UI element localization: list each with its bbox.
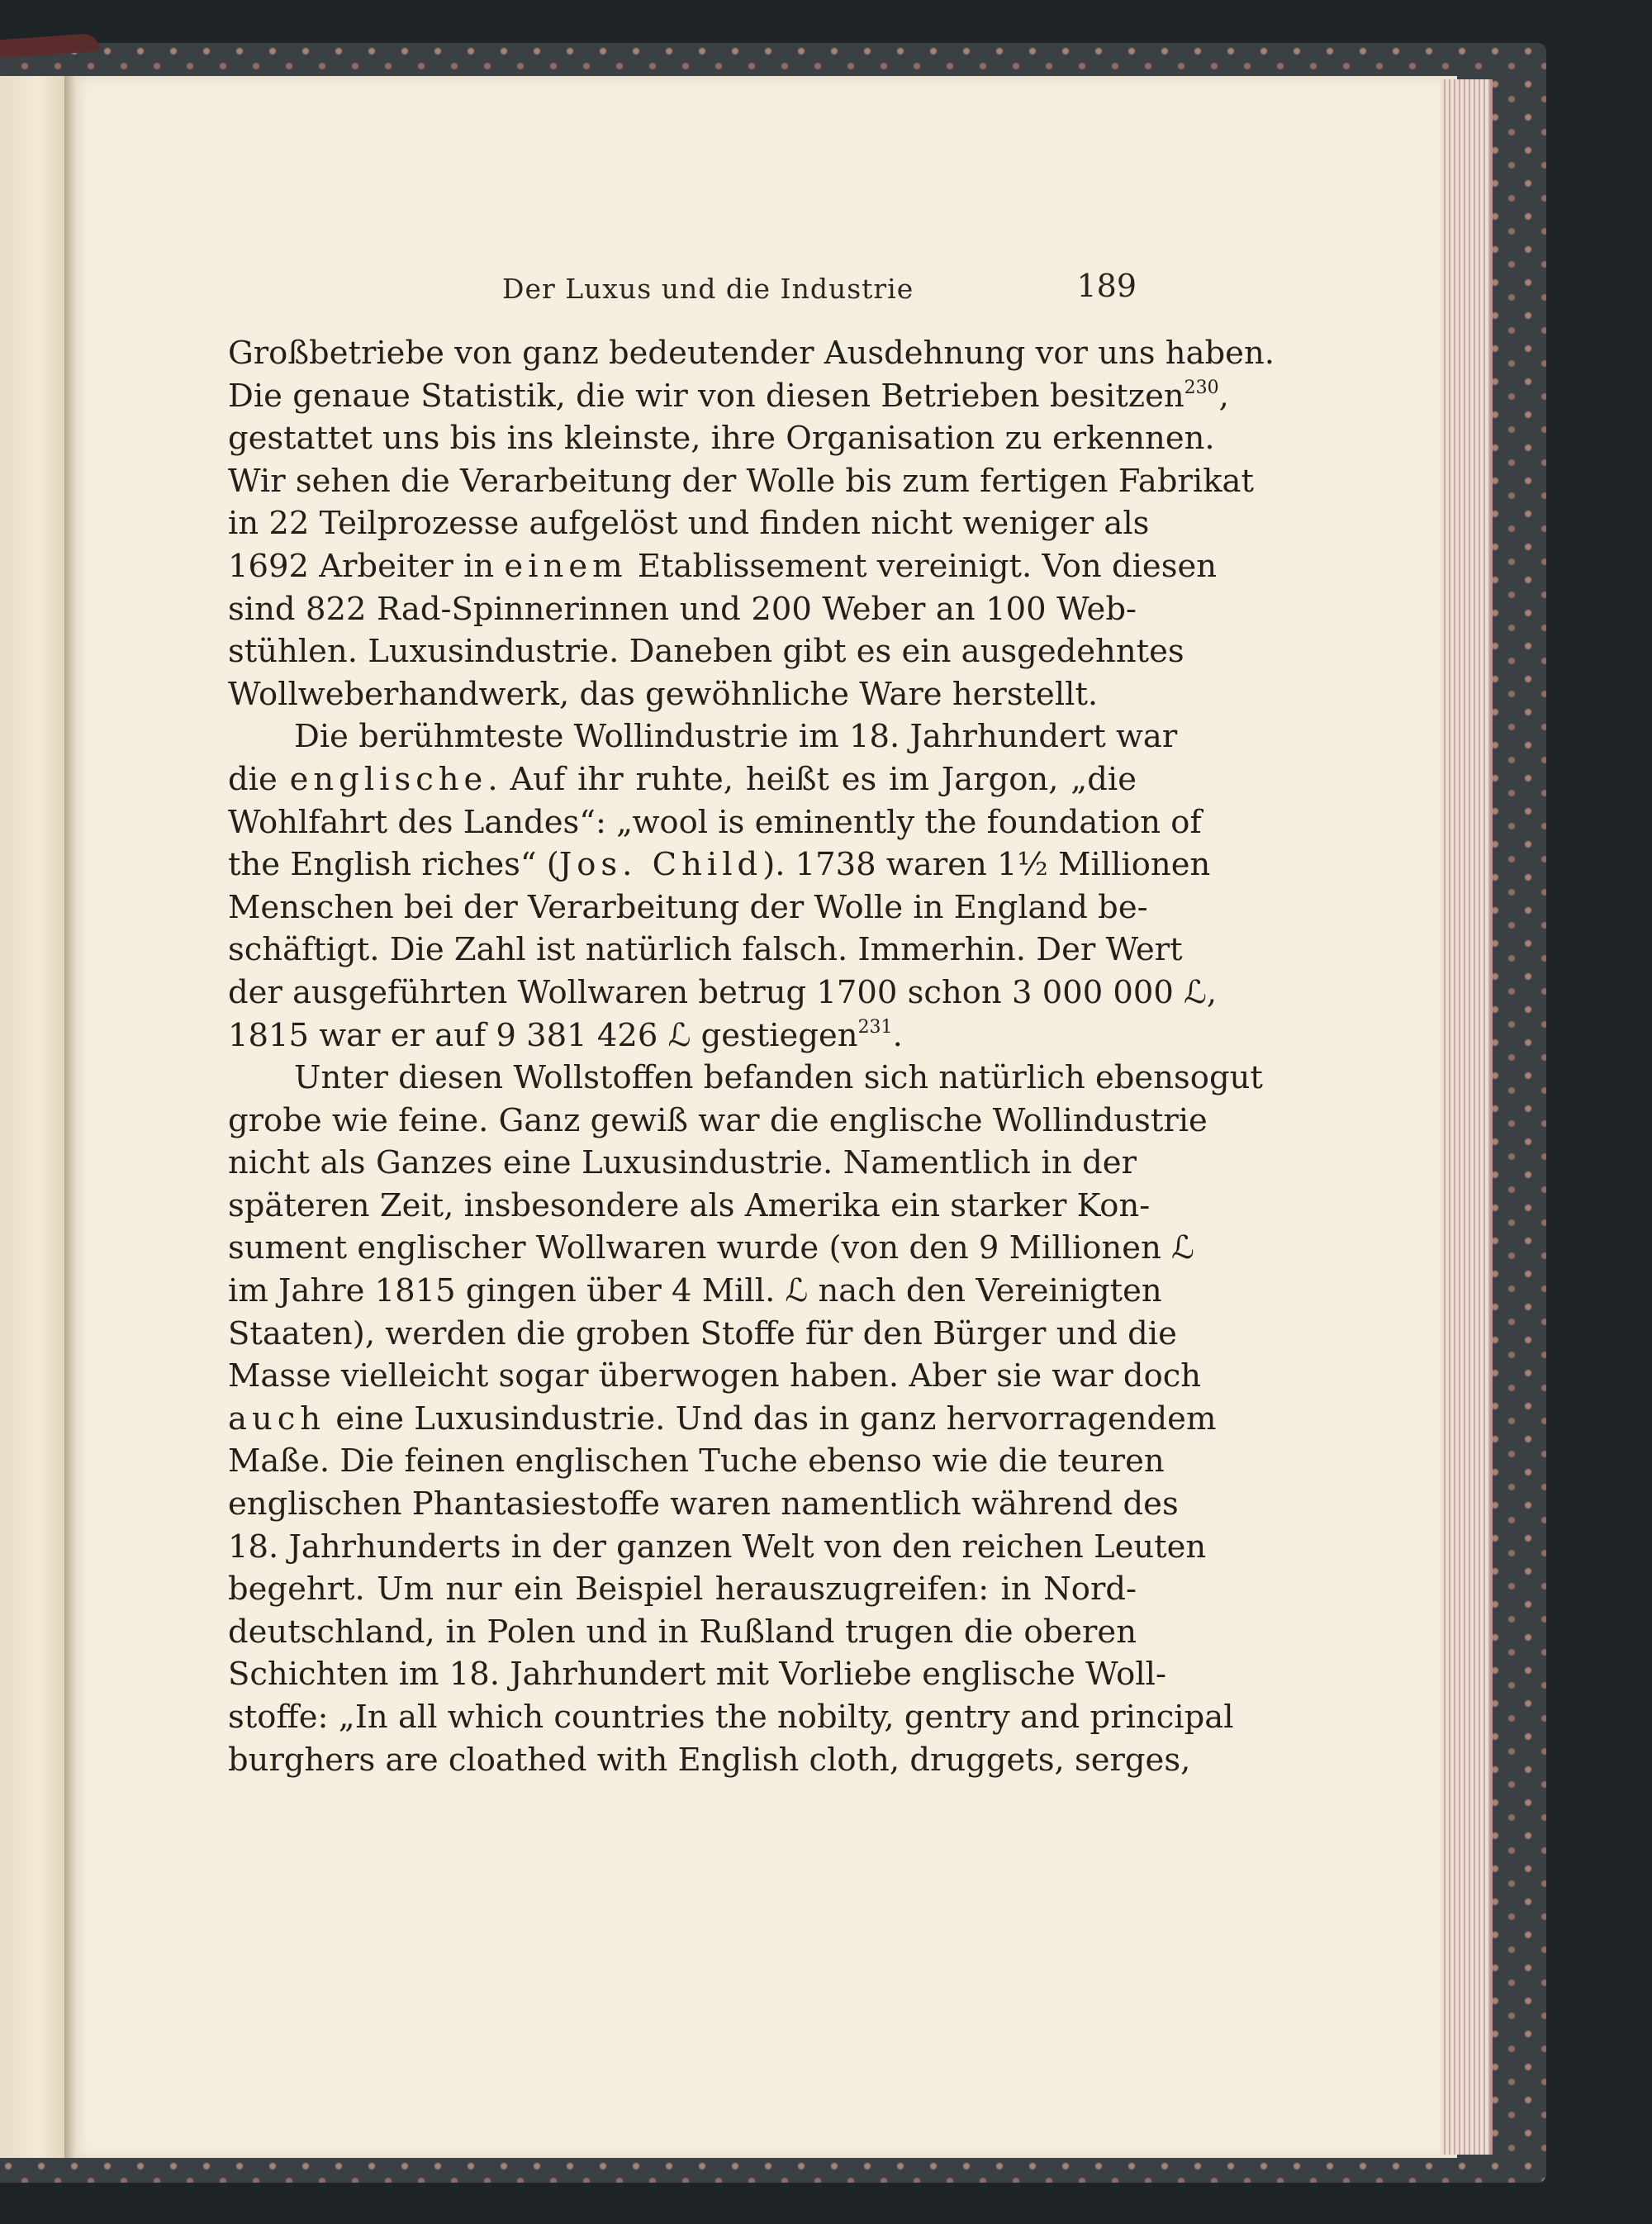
footnote-marker[interactable]: 231	[857, 1016, 893, 1038]
line-text: die	[228, 760, 290, 798]
text-line	[228, 1398, 1217, 1441]
text-line	[228, 588, 1137, 631]
text-line	[228, 1653, 1166, 1696]
body-text	[228, 332, 1275, 1781]
line-text: Staaten), werden die groben Stoffe für den Bürger und die	[228, 1314, 1177, 1352]
text-line	[228, 1739, 1191, 1782]
text-line	[228, 1483, 1179, 1526]
text-line	[228, 375, 1229, 418]
line-text: grobe wie feine. Ganz gewiß war die englische Wollindustrie	[228, 1101, 1208, 1139]
text-line	[228, 417, 1215, 460]
line-text: Schichten im 18. Jahrhundert mit Vorliebe englische Woll-	[228, 1656, 1166, 1694]
line-text: stühlen. Luxusindustrie. Daneben gibt es ein ausgedehntes	[228, 633, 1184, 671]
line-text: Menschen bei der Verarbeitung der Wolle in England be-	[228, 888, 1148, 926]
text-line	[228, 545, 1218, 588]
line-text-tail: . Auf ihr ruhte, heißt es im Jargon, „die	[487, 760, 1137, 798]
page-edges	[1441, 79, 1493, 2155]
text-line	[228, 1355, 1202, 1398]
line-text: englischen Phantasiestoffe waren namentlich während des	[228, 1485, 1179, 1523]
line-text-tail: ). 1738 waren 1½ Millionen	[762, 846, 1211, 884]
line-text: sument englischer Wollwaren wurde (von den 9 Millionen ℒ	[228, 1229, 1194, 1267]
text-line	[228, 1440, 1165, 1483]
line-text: Unter diesen Wollstoffen befanden sich natürlich ebensogut	[294, 1059, 1263, 1097]
text-line	[228, 844, 1211, 886]
line-text: Die berühmteste Wollindustrie im 18. Jahrhundert war	[294, 718, 1178, 756]
text-line	[228, 1100, 1208, 1143]
line-text: 1815 war er auf 9 381 426 ℒ gestiegen	[228, 1016, 858, 1054]
line-text: 1692 Arbeiter in	[228, 547, 505, 585]
text-line	[228, 1227, 1194, 1270]
text-line	[228, 972, 1218, 1015]
text-line	[228, 332, 1275, 375]
text-line	[228, 673, 1137, 716]
text-line	[228, 801, 1202, 844]
text-line	[228, 886, 1148, 929]
line-text: Wir sehen die Verarbeitung der Wolle bis zum fertigen Fabrikat	[228, 462, 1254, 500]
text-line	[228, 1611, 1137, 1654]
text-line	[228, 1696, 1234, 1739]
line-text: Wohlfahrt des Landes“: „wool is eminently the foundation of	[228, 803, 1202, 841]
line-text-tail: eine Luxusindustrie. Und das in ganz hervorragendem	[325, 1400, 1217, 1438]
line-text: Großbetriebe von ganz bedeutender Ausdehnung vor uns haben.	[228, 335, 1275, 372]
line-text: burghers are cloathed with English cloth, druggets, serges,	[228, 1741, 1191, 1779]
footnote-marker[interactable]: 230	[1184, 377, 1219, 398]
spaced-emphasis: auch	[228, 1400, 326, 1438]
spaced-emphasis: englische	[289, 760, 488, 798]
text-line	[228, 758, 1137, 801]
spaced-emphasis: Jos. Child	[558, 846, 763, 884]
line-text: gestattet uns bis ins kleinste, ihre Organisation zu erkennen.	[228, 420, 1215, 458]
line-text: in 22 Teilprozesse aufgelöst und finden nicht weniger als	[228, 505, 1150, 543]
line-text: Masse vielleicht sogar überwogen haben. Aber sie war doch	[228, 1357, 1202, 1395]
text-line	[228, 1015, 1137, 1057]
line-text: 18. Jahrhunderts in der ganzen Welt von den reichen Leuten	[228, 1528, 1207, 1566]
line-text: Wollweberhandwerk, das gewöhnliche Ware herstellt.	[228, 675, 1099, 713]
spine-shadow	[64, 76, 76, 2158]
line-text: schäftigt. Die Zahl ist natürlich falsch. Immerhin. Der Wert	[228, 931, 1183, 969]
line-text: stoffe: „In all which countries the nobilty, gentry and principal	[228, 1699, 1234, 1736]
text-line	[228, 1142, 1137, 1185]
text-line	[228, 1057, 1263, 1100]
text-line	[228, 715, 1178, 758]
line-text: der ausgeführten Wollwaren betrug 1700 schon 3 000 000 ℒ,	[228, 973, 1218, 1011]
text-line	[228, 1185, 1151, 1228]
page-number: 189	[1076, 268, 1137, 304]
spaced-emphasis: einem	[504, 547, 628, 585]
line-text: Die genaue Statistik, die wir von diesen Betrieben besitzen	[228, 377, 1184, 415]
running-title: Der Luxus und die Industrie	[502, 273, 914, 305]
line-text: späteren Zeit, insbesondere als Amerika ein starker Kon-	[228, 1186, 1151, 1224]
text-line	[228, 1270, 1162, 1313]
line-text-tail: Etablissement vereinigt. Von diesen	[627, 547, 1218, 585]
line-text: Maße. Die feinen englischen Tuche ebenso wie die teuren	[228, 1442, 1165, 1480]
line-text-tail: ,	[1218, 377, 1229, 415]
running-head	[228, 264, 1137, 314]
previous-page-edge	[0, 76, 66, 2158]
line-text: the English riches“ (	[228, 846, 559, 884]
line-text: sind 822 Rad-Spinnerinnen und 200 Weber an 100 Web-	[228, 590, 1137, 628]
text-line	[228, 1313, 1177, 1356]
line-text: begehrt. Um nur ein Beispiel herauszugreifen: in Nord-	[228, 1571, 1137, 1609]
text-line	[228, 502, 1150, 545]
text-line	[228, 929, 1183, 972]
line-text: nicht als Ganzes eine Luxusindustrie. Namentlich in der	[228, 1144, 1137, 1182]
line-text-tail: .	[892, 1016, 903, 1054]
text-line	[228, 460, 1254, 503]
line-text: deutschland, in Polen und in Rußland trugen die oberen	[228, 1613, 1137, 1651]
text-line	[228, 1568, 1137, 1611]
text-line	[228, 1526, 1207, 1569]
line-text: im Jahre 1815 gingen über 4 Mill. ℒ nach den Vereinigten	[228, 1272, 1162, 1310]
text-line	[228, 630, 1184, 673]
